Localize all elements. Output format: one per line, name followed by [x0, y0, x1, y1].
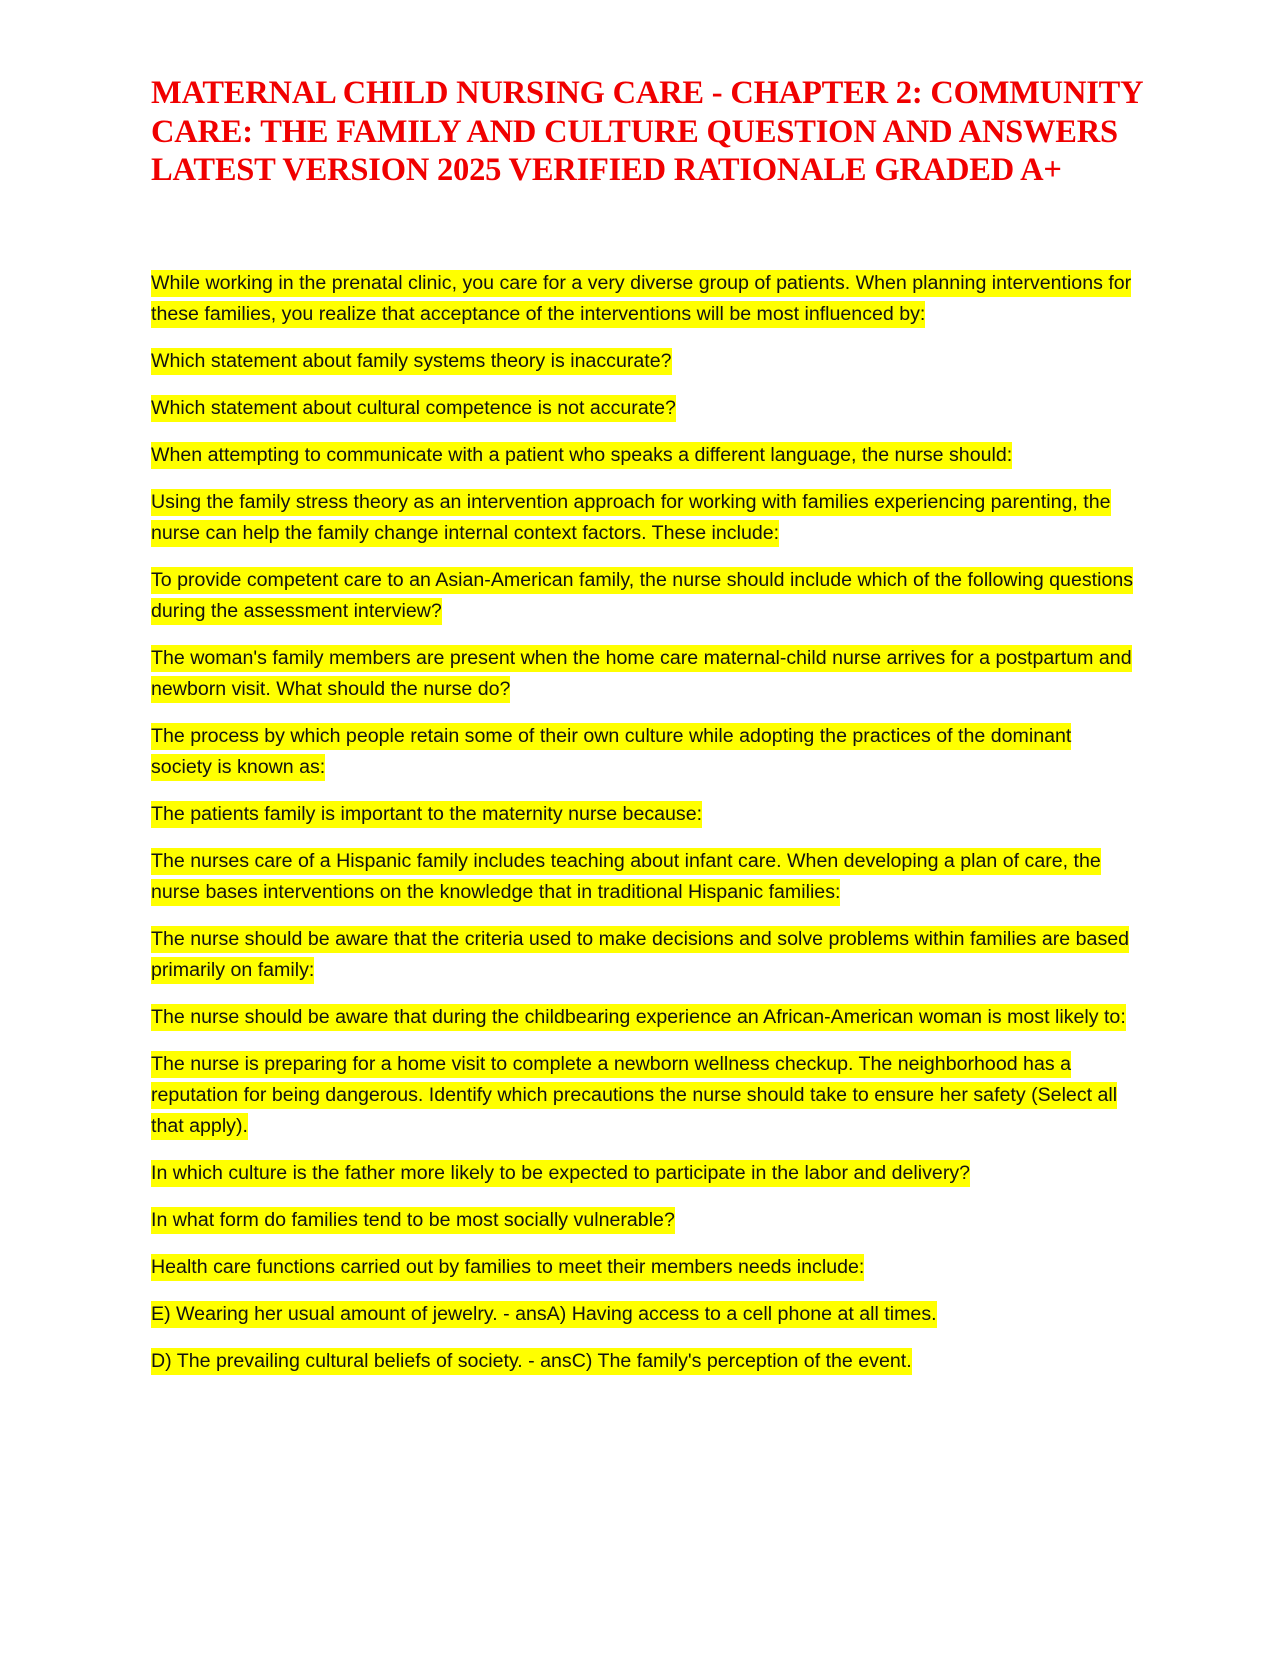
question-item: [151, 1205, 1136, 1236]
question-text: When attempting to communicate with a patient who speaks a different language, the nurse should:: [151, 442, 1012, 469]
question-item: [151, 924, 1136, 986]
question-item: [151, 846, 1136, 908]
question-text: The nurse is preparing for a home visit to complete a newborn wellness checkup. The neighborhood has a reputation for being dangerous. Identify which precautions the nurse should take to ensure her safety (Select all that apply).: [151, 1051, 1117, 1140]
answer-text: D) The prevailing cultural beliefs of society. - ansC) The family's perception of the event.: [151, 1348, 912, 1375]
question-text: The process by which people retain some of their own culture while adopting the practices of the dominant society is known as:: [151, 723, 1071, 781]
question-item: [151, 268, 1136, 330]
question-text: In which culture is the father more likely to be expected to participate in the labor and delivery?: [151, 1160, 970, 1187]
question-item: [151, 1049, 1136, 1142]
question-text: The nurse should be aware that during the childbearing experience an African-American woman is most likely to:: [151, 1004, 1126, 1031]
question-item: [151, 721, 1136, 783]
question-text: Which statement about family systems theory is inaccurate?: [151, 348, 672, 375]
answer-item: [151, 1346, 1136, 1377]
question-item: [151, 565, 1136, 627]
question-text: Health care functions carried out by families to meet their members needs include:: [151, 1254, 864, 1281]
question-item: [151, 1158, 1136, 1189]
question-text: To provide competent care to an Asian-American family, the nurse should include which of the following questions during the assessment interview?: [151, 567, 1133, 625]
question-item: [151, 346, 1136, 377]
question-text: The nurses care of a Hispanic family includes teaching about infant care. When developing a plan of care, the nurse bases interventions on the knowledge that in traditional Hispanic families:: [151, 848, 1101, 906]
document-title: MATERNAL CHILD NURSING CARE - CHAPTER 2: COMMUNITY CARE: THE FAMILY AND CULTURE QUESTION AND ANSWERS LATEST VERSION 2025 VERIFIED RATIONALE GRADED A+: [151, 75, 1143, 188]
question-text: The woman's family members are present when the home care maternal-child nurse arrives for a postpartum and newborn visit. What should the nurse do?: [151, 645, 1132, 703]
question-item: [151, 440, 1136, 471]
question-text: The patients family is important to the maternity nurse because:: [151, 801, 702, 828]
question-item: [151, 1002, 1136, 1033]
answer-item: [151, 1299, 1136, 1330]
question-list: [151, 268, 1136, 1393]
question-item: [151, 799, 1136, 830]
question-text: Using the family stress theory as an intervention approach for working with families experiencing parenting, the nurse can help the family change internal context factors. These include:: [151, 489, 1111, 547]
question-text: In what form do families tend to be most socially vulnerable?: [151, 1207, 675, 1234]
question-item: [151, 487, 1136, 549]
question-item: [151, 393, 1136, 424]
question-text: While working in the prenatal clinic, you care for a very diverse group of patients. When planning interventions for these families, you realize that acceptance of the interventions will be most influenced by:: [151, 270, 1131, 328]
question-text: The nurse should be aware that the criteria used to make decisions and solve problems within families are based primarily on family:: [151, 926, 1129, 984]
question-item: [151, 1252, 1136, 1283]
question-text: Which statement about cultural competence is not accurate?: [151, 395, 676, 422]
question-item: [151, 643, 1136, 705]
answer-text: E) Wearing her usual amount of jewelry. - ansA) Having access to a cell phone at all times.: [151, 1301, 937, 1328]
